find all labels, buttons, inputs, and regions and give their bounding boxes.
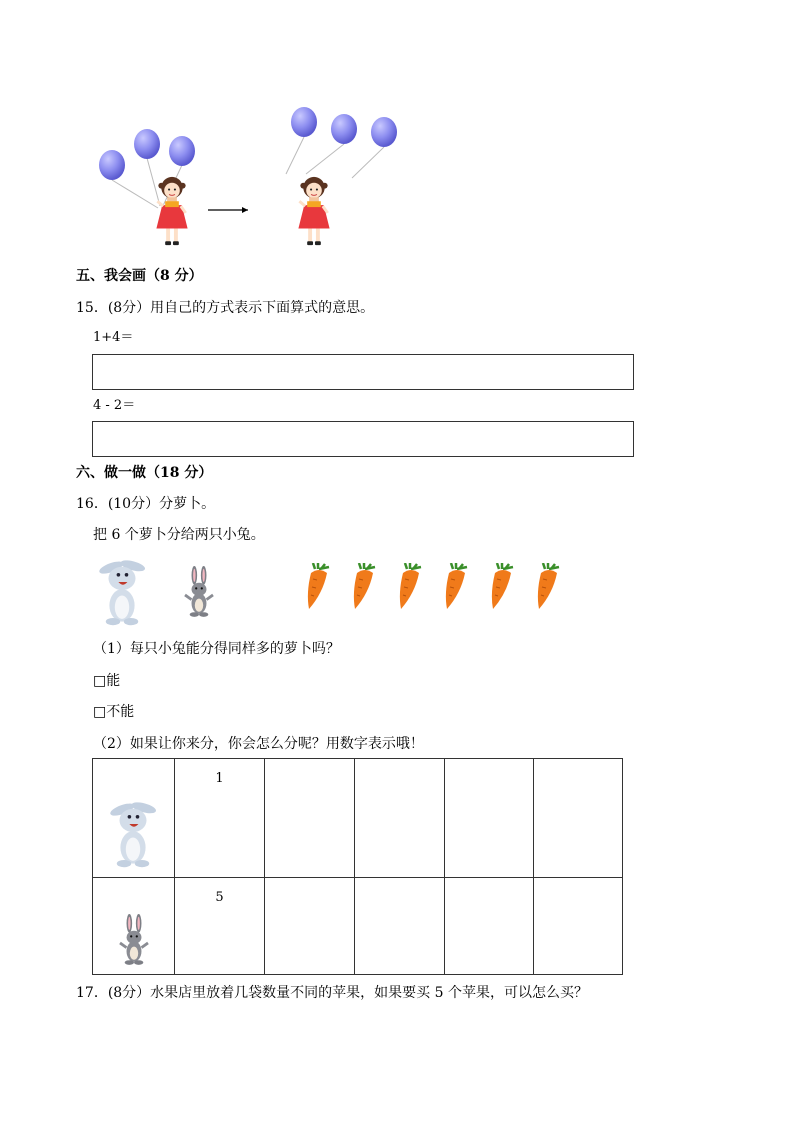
carrot-2 xyxy=(354,563,375,609)
table-cell[interactable] xyxy=(355,759,445,878)
option-no-checkbox[interactable]: □不能 xyxy=(93,704,135,720)
balloon-6 xyxy=(371,117,397,147)
balloon-5 xyxy=(331,114,357,144)
question-17-text: 17．(8分）水果店里放着几袋数量不同的苹果，如果要买 5 个苹果，可以怎么买？ xyxy=(76,985,588,1001)
answer-box-1[interactable] xyxy=(92,354,634,390)
section-5-heading: 五、我会画（8 分） xyxy=(76,268,203,284)
big-bunny-image xyxy=(92,555,152,627)
answer-box-2[interactable] xyxy=(92,421,634,457)
carrots xyxy=(303,563,565,613)
section-6-heading: 六、做一做（18 分） xyxy=(76,465,213,481)
table-row-small-bunny xyxy=(93,878,623,975)
carrot-6 xyxy=(538,563,559,609)
cell-value: 1 xyxy=(215,771,224,786)
table-cell[interactable] xyxy=(445,878,534,975)
big-bunny-cell xyxy=(93,759,175,878)
expression-2: 4 - 2＝ xyxy=(93,398,136,413)
question-16-text: 16．(10分）分萝卜。 xyxy=(76,496,216,512)
sub-question-1: （1）每只小兔能分得同样多的萝卜吗？ xyxy=(93,641,340,657)
big-bunny-table-image xyxy=(103,797,174,869)
carrot-1 xyxy=(308,563,329,609)
option-yes-checkbox[interactable]: □能 xyxy=(93,673,121,689)
table-row-big-bunny xyxy=(93,759,623,878)
carrot-4 xyxy=(446,563,467,609)
balloon-illustration xyxy=(90,100,420,250)
table-cell[interactable] xyxy=(355,878,445,975)
girl-left xyxy=(156,177,187,245)
table-cell[interactable] xyxy=(445,759,534,878)
small-bunny-image xyxy=(180,566,218,622)
balloon-4 xyxy=(291,107,317,137)
table-cell[interactable] xyxy=(175,878,265,975)
sub-question-2: （2）如果让你来分，你会怎么分呢？用数字表示哦！ xyxy=(93,736,424,752)
carrot-3 xyxy=(400,563,421,609)
table-cell[interactable] xyxy=(265,878,355,975)
table-cell[interactable] xyxy=(534,759,623,878)
balloon-2 xyxy=(134,129,160,159)
girl-right xyxy=(298,177,329,245)
balloon-1 xyxy=(99,150,125,180)
expression-1: 1+4＝ xyxy=(93,330,134,345)
table-cell[interactable] xyxy=(534,878,623,975)
division-table xyxy=(92,758,623,975)
cell-value: 5 xyxy=(215,890,224,905)
balloon-girl-scene xyxy=(90,100,420,250)
question-15-text: 15．(8分）用自己的方式表示下面算式的意思。 xyxy=(76,300,375,316)
small-bunny-cell xyxy=(93,878,175,975)
table-cell[interactable] xyxy=(265,759,355,878)
balloon-3 xyxy=(169,136,195,166)
carrot-5 xyxy=(492,563,513,609)
small-bunny-table-image xyxy=(115,914,174,970)
carrots-row xyxy=(303,563,565,613)
table-cell[interactable] xyxy=(175,759,265,878)
question-16-intro: 把 6 个萝卜分给两只小兔。 xyxy=(93,527,265,543)
